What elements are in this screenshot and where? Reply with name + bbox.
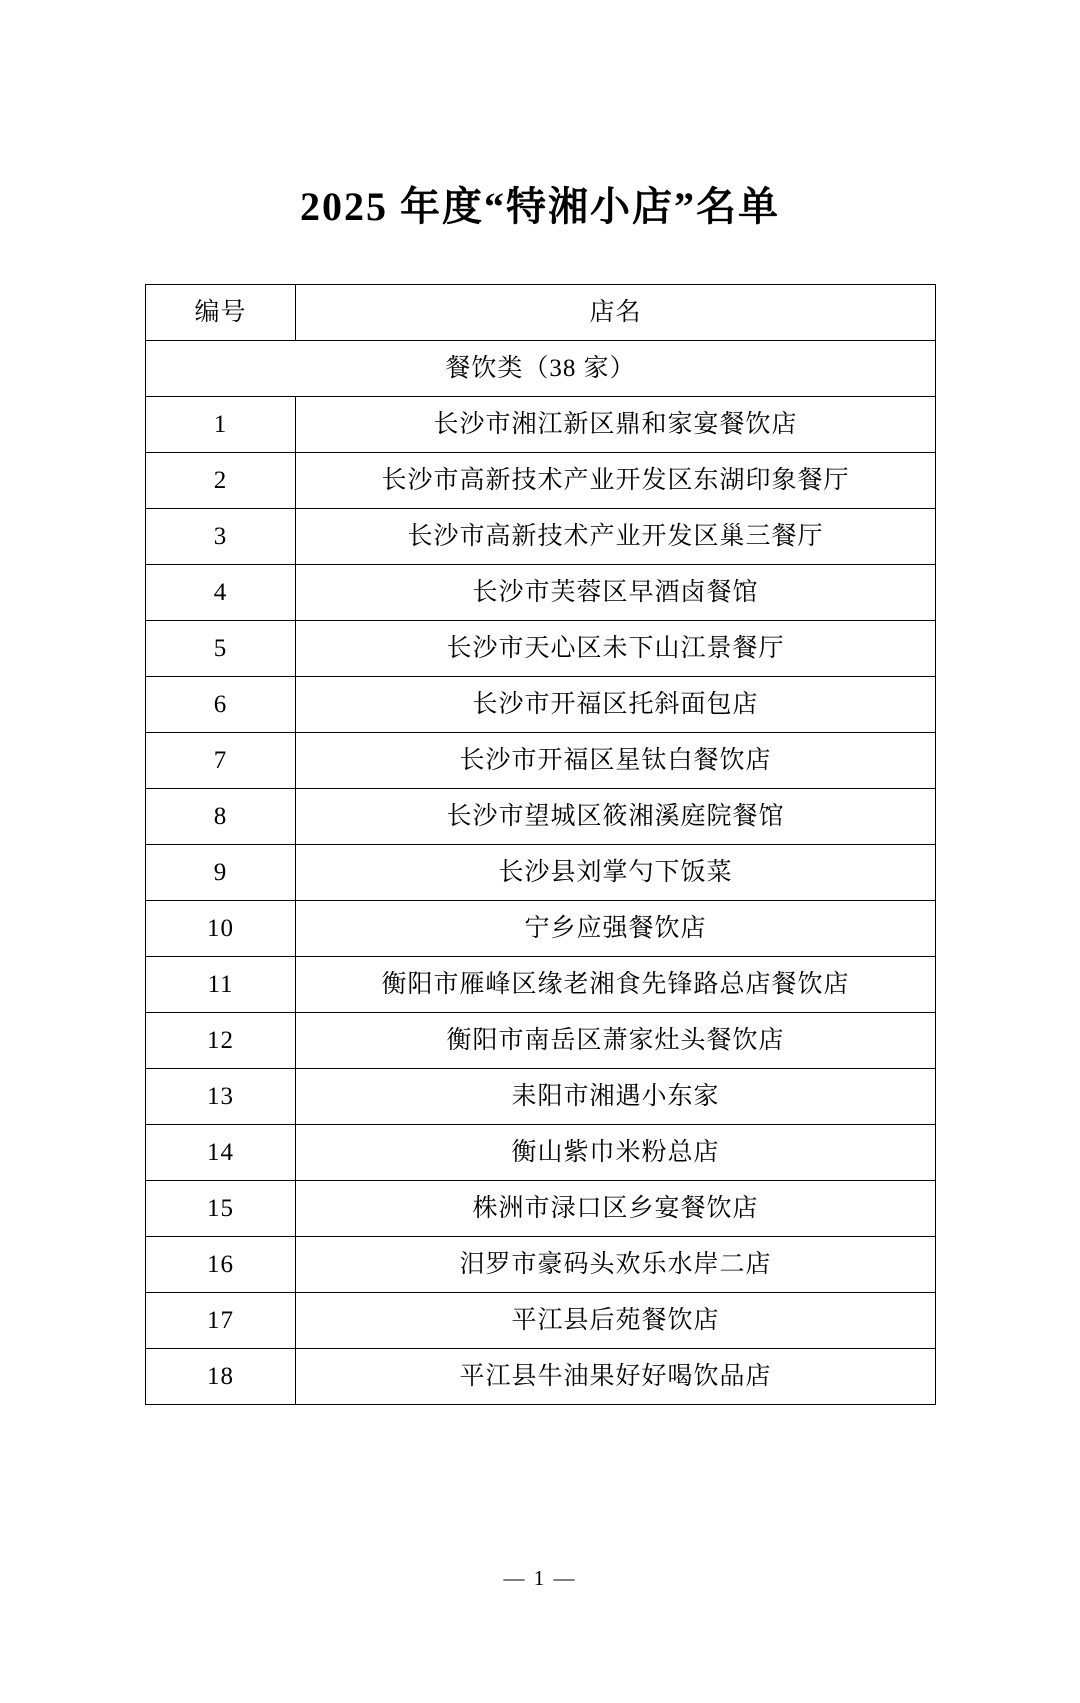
row-number: 3	[146, 509, 296, 565]
row-shop-name: 耒阳市湘遇小东家	[296, 1069, 936, 1125]
row-shop-name: 衡阳市雁峰区缘老湘食先锋路总店餐饮店	[296, 957, 936, 1013]
table-header	[146, 285, 936, 341]
row-number: 12	[146, 1013, 296, 1069]
row-shop-name: 长沙市望城区筱湘溪庭院餐馆	[296, 789, 936, 845]
table-row	[146, 1181, 936, 1237]
row-shop-name: 平江县后苑餐饮店	[296, 1293, 936, 1349]
column-header-name: 店名	[296, 285, 936, 341]
row-number: 6	[146, 677, 296, 733]
table-row	[146, 1125, 936, 1181]
table-row	[146, 901, 936, 957]
table-row	[146, 1293, 936, 1349]
table-row	[146, 1349, 936, 1405]
row-number: 17	[146, 1293, 296, 1349]
table-header-row	[146, 285, 936, 341]
table-row	[146, 957, 936, 1013]
row-number: 11	[146, 957, 296, 1013]
row-number: 2	[146, 453, 296, 509]
row-number: 5	[146, 621, 296, 677]
row-number: 8	[146, 789, 296, 845]
row-shop-name: 长沙市天心区未下山江景餐厅	[296, 621, 936, 677]
table-row	[146, 1013, 936, 1069]
row-shop-name: 长沙市湘江新区鼎和家宴餐饮店	[296, 397, 936, 453]
table-row	[146, 621, 936, 677]
row-number: 1	[146, 397, 296, 453]
table-row	[146, 453, 936, 509]
table-body	[146, 341, 936, 1405]
table-row	[146, 1069, 936, 1125]
row-shop-name: 衡山紫巾米粉总店	[296, 1125, 936, 1181]
row-number: 14	[146, 1125, 296, 1181]
section-title-dining: 餐饮类（38 家）	[146, 341, 936, 397]
row-shop-name: 长沙市高新技术产业开发区东湖印象餐厅	[296, 453, 936, 509]
table-row	[146, 1237, 936, 1293]
page-number-footer: — 1 —	[503, 1566, 577, 1590]
table-row	[146, 565, 936, 621]
row-shop-name: 平江县牛油果好好喝饮品店	[296, 1349, 936, 1405]
row-shop-name: 衡阳市南岳区萧家灶头餐饮店	[296, 1013, 936, 1069]
table-row	[146, 509, 936, 565]
row-number: 10	[146, 901, 296, 957]
row-shop-name: 长沙县刘掌勺下饭菜	[296, 845, 936, 901]
row-shop-name: 长沙市开福区托斜面包店	[296, 677, 936, 733]
page-title: 2025 年度“特湘小店”名单	[300, 184, 780, 229]
row-number: 4	[146, 565, 296, 621]
row-number: 15	[146, 1181, 296, 1237]
row-shop-name: 宁乡应强餐饮店	[296, 901, 936, 957]
row-shop-name: 汨罗市豪码头欢乐水岸二店	[296, 1237, 936, 1293]
shop-list-table	[145, 284, 936, 1405]
row-number: 16	[146, 1237, 296, 1293]
shop-list-table-wrapper	[145, 284, 935, 1405]
column-header-number: 编号	[146, 285, 296, 341]
table-row	[146, 733, 936, 789]
row-number: 13	[146, 1069, 296, 1125]
table-row	[146, 397, 936, 453]
row-shop-name: 株洲市渌口区乡宴餐饮店	[296, 1181, 936, 1237]
row-shop-name: 长沙市开福区星钛白餐饮店	[296, 733, 936, 789]
row-shop-name: 长沙市芙蓉区早酒卤餐馆	[296, 565, 936, 621]
table-row	[146, 845, 936, 901]
document-page	[0, 175, 1080, 1703]
row-number: 7	[146, 733, 296, 789]
table-row	[146, 677, 936, 733]
table-row	[146, 789, 936, 845]
row-number: 18	[146, 1349, 296, 1405]
row-shop-name: 长沙市高新技术产业开发区巢三餐厅	[296, 509, 936, 565]
row-number: 9	[146, 845, 296, 901]
table-section-row	[146, 341, 936, 397]
